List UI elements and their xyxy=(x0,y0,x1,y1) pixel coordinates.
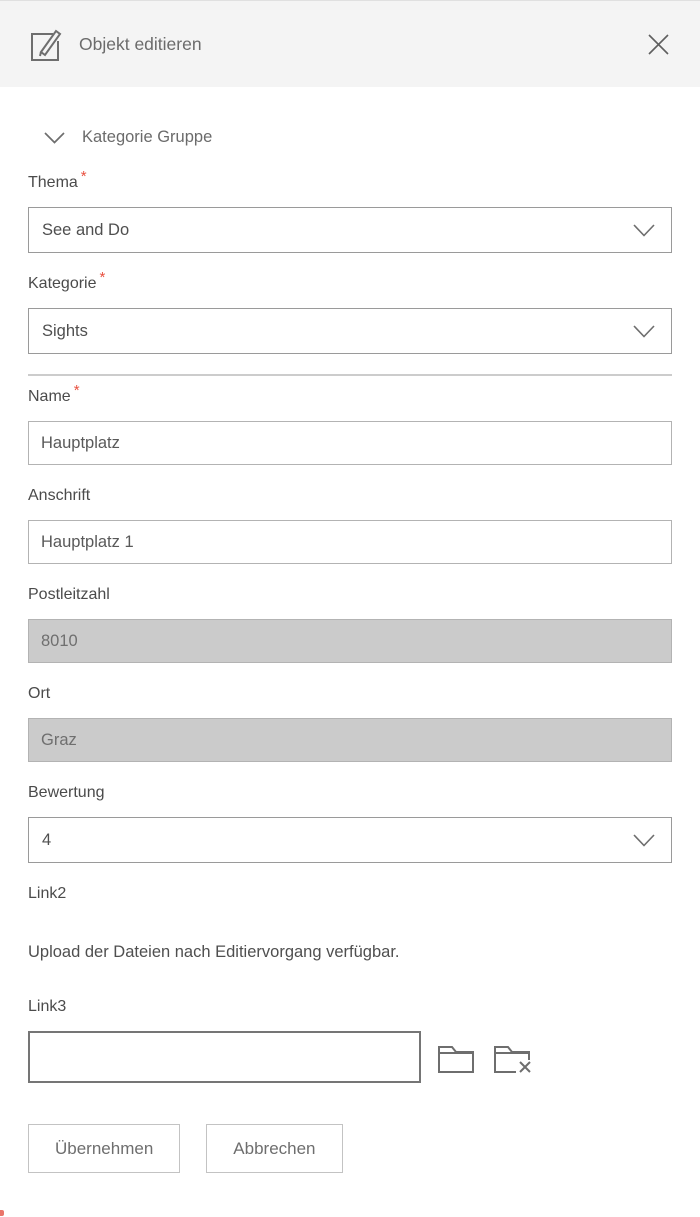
bewertung-label-text: Bewertung xyxy=(28,784,105,801)
ort-label-text: Ort xyxy=(28,685,51,702)
postleitzahl-label-text: Postleitzahl xyxy=(28,586,110,603)
cancel-button[interactable]: Abbrechen xyxy=(206,1124,342,1173)
panel-header xyxy=(0,1,700,87)
thema-label xyxy=(28,167,672,192)
link2-label xyxy=(28,885,672,903)
chevron-down-icon xyxy=(633,224,655,237)
edit-icon xyxy=(28,25,64,63)
chevron-down-icon xyxy=(633,834,655,847)
panel-title: Objekt editieren xyxy=(79,33,202,54)
apply-button[interactable]: Übernehmen xyxy=(28,1124,180,1173)
field-thema xyxy=(28,167,672,253)
kategorie-select[interactable] xyxy=(28,308,672,354)
close-icon[interactable] xyxy=(643,29,674,60)
field-ort xyxy=(28,685,672,762)
kategorie-label-text: Kategorie xyxy=(28,275,97,292)
field-postleitzahl xyxy=(28,586,672,663)
clipped-marker-fragment xyxy=(0,1210,4,1216)
section-kategorie-gruppe[interactable] xyxy=(28,128,672,147)
link3-file-row xyxy=(28,1031,672,1083)
section-divider xyxy=(28,374,672,376)
folder-remove-icon[interactable] xyxy=(492,1038,534,1076)
thema-select-value: See and Do xyxy=(42,220,130,239)
required-asterisk: * xyxy=(80,167,87,185)
link3-label-text: Link3 xyxy=(28,998,67,1015)
action-buttons xyxy=(28,1124,672,1173)
link3-label xyxy=(28,998,672,1016)
ort-label xyxy=(28,685,672,703)
required-asterisk: * xyxy=(73,381,80,399)
field-bewertung xyxy=(28,784,672,863)
field-link2 xyxy=(28,885,672,903)
link3-input[interactable] xyxy=(28,1031,421,1083)
name-label xyxy=(28,381,672,406)
kategorie-label xyxy=(28,268,672,293)
postleitzahl-input xyxy=(28,619,672,663)
form-content xyxy=(0,128,700,1173)
kategorie-select-value: Sights xyxy=(42,321,88,340)
bewertung-label xyxy=(28,784,672,802)
required-asterisk: * xyxy=(99,268,106,286)
postleitzahl-label xyxy=(28,586,672,604)
field-link3 xyxy=(28,998,672,1083)
thema-label-text: Thema xyxy=(28,174,78,191)
folder-icon[interactable] xyxy=(436,1038,476,1076)
ort-input xyxy=(28,718,672,762)
chevron-down-icon xyxy=(633,325,655,338)
field-kategorie xyxy=(28,268,672,354)
chevron-down-icon xyxy=(44,132,65,144)
thema-select[interactable] xyxy=(28,207,672,253)
bewertung-select[interactable] xyxy=(28,817,672,863)
anschrift-label xyxy=(28,487,672,505)
upload-note: Upload der Dateien nach Editiervorgang verfügbar. xyxy=(28,943,400,961)
bewertung-select-value: 4 xyxy=(42,830,52,849)
name-input[interactable] xyxy=(28,421,672,465)
anschrift-input[interactable] xyxy=(28,520,672,564)
name-label-text: Name xyxy=(28,388,71,405)
section-label: Kategorie Gruppe xyxy=(82,128,213,146)
anschrift-label-text: Anschrift xyxy=(28,487,91,504)
field-anschrift xyxy=(28,487,672,564)
field-name xyxy=(28,381,672,465)
link2-label-text: Link2 xyxy=(28,885,67,902)
